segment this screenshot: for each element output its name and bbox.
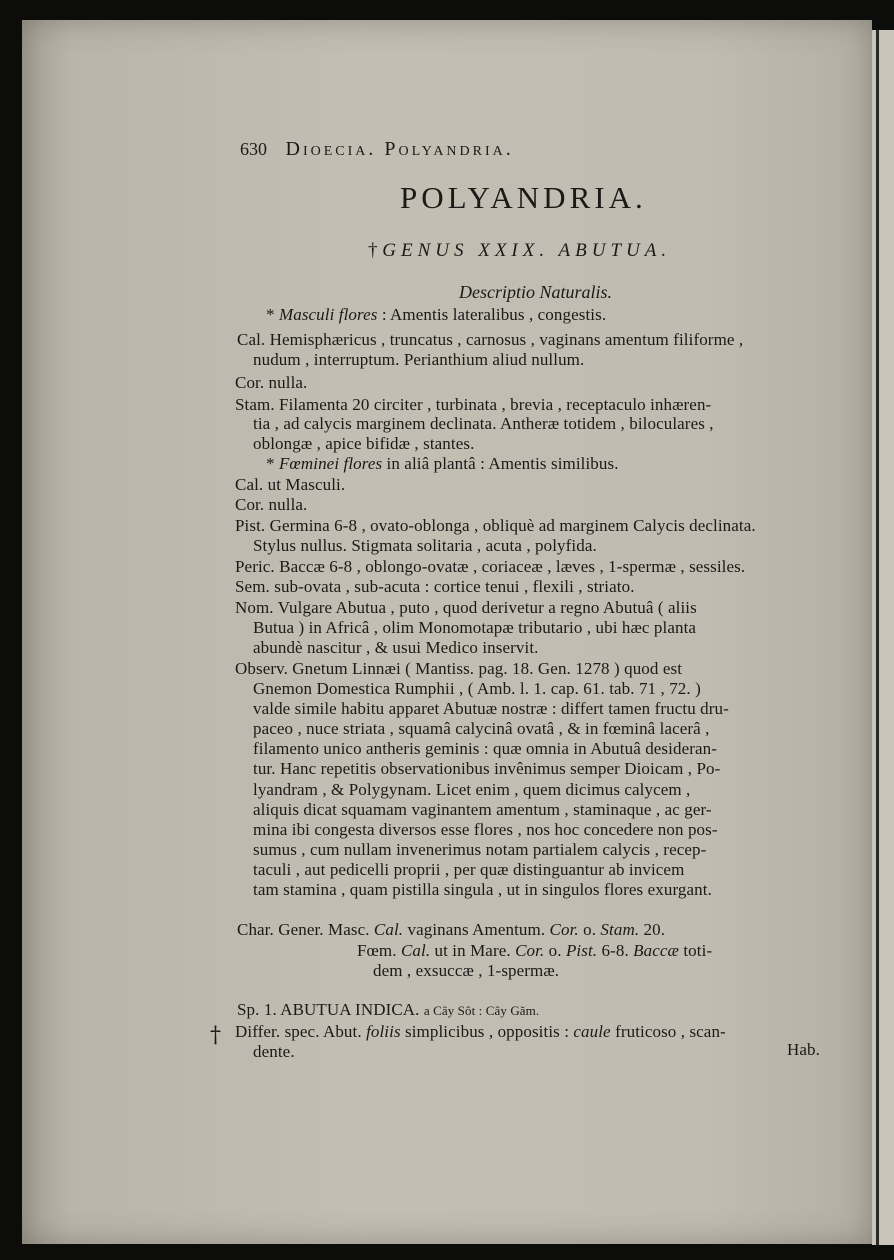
text-line [235,395,711,415]
text-line [253,860,684,880]
text-line [266,454,619,474]
text-line [253,840,706,860]
text-line [253,350,584,370]
text-segment: valde simile habitu apparet Abutuæ nostræ : differt tamen fructu dru- [253,699,729,718]
text-line [235,1022,726,1042]
text-line [235,659,682,679]
text-line [266,305,606,325]
text-segment: o. [544,941,566,960]
genus-label: GENUS XXIX. ABUTUA. [382,240,672,261]
text-segment: Nom. Vulgare Abutua , puto , quod derivetur a regno Abutuâ ( aliis [235,598,697,617]
text-segment: oblongæ , apice bifidæ , stantes. [253,434,475,453]
italic-text: Masculi flores [278,305,378,324]
page-title: POLYANDRIA. [400,180,647,215]
text-line [253,414,714,434]
text-line [253,699,729,719]
text-segment: Fœm. [357,941,401,960]
text-line [253,800,712,820]
text-segment: simplicibus , oppositis : [400,1022,574,1041]
text-segment: Sem. sub-ovata , sub-acuta : cortice tenui , flexili , striato. [235,577,635,596]
book-page [22,20,872,1244]
text-line [373,961,559,981]
text-line [237,920,665,940]
text-segment: dente. [253,1042,295,1061]
text-line [253,536,597,556]
text-segment: filamento unico antheris geminis : quæ omnia in Abutuâ desideran- [253,739,717,758]
text-segment: aliquis dicat squamam vaginantem amentum , staminaque , ac ger- [253,800,712,819]
text-line [237,330,743,350]
text-segment: Gnemon Domestica Rumphii , ( Amb. l. 1. cap. 61. tab. 71 , 72. ) [253,679,701,698]
text-segment: in aliâ plantâ : Amentis similibus. [382,454,619,473]
text-line [253,759,720,779]
text-segment: tia , ad calycis marginem declinata. Antheræ totidem , biloculares , [253,414,714,433]
text-line [237,1000,539,1020]
text-segment: Peric. Baccæ 6-8 , oblongo-ovatæ , coriaceæ , læves , 1-spermæ , sessiles. [235,557,746,576]
italic-text: Cor. [515,941,545,960]
text-line [253,880,712,900]
text-line [235,557,745,577]
text-line [253,1042,295,1062]
text-line [235,598,697,618]
text-segment: sumus , cum nullam invenerimus notam partialem calycis , recep- [253,840,707,859]
text-segment: Cor. nulla. [235,373,308,392]
text-line [253,719,710,739]
text-line [235,373,307,393]
text-segment: Observ. Gnetum Linnæi ( Mantiss. pag. 18. Gen. 1278 ) quod est [235,659,683,678]
italic-text: Cor. [549,920,579,939]
text-segment: Char. Gener. Masc. [237,920,374,939]
description-heading: Descriptio Naturalis. [459,282,613,302]
text-segment: tur. Hanc repetitis observationibus invênimus semper Dioicam , Po- [253,759,721,778]
text-line [253,679,701,699]
italic-text: Fœminei flores [278,454,383,473]
text-segment: fruticoso , scan- [610,1022,726,1041]
text-segment: Butua ) in Africâ , olim Monomotapæ tributario , ubi hæc planta [253,618,697,637]
italic-text: Cal. [373,920,404,939]
text-line [253,618,696,638]
text-segment: vaginans Amentum. [403,920,550,939]
text-segment: Hab. [787,1040,820,1059]
text-segment: o. [578,920,601,939]
text-line [253,739,717,759]
italic-text: foliis [366,1022,401,1041]
text-line [235,475,345,495]
genus-heading [368,240,671,262]
text-segment: : Amentis lateralibus , congestis. [377,305,607,324]
text-line [235,495,307,515]
text-line [235,577,635,597]
text-segment: 6-8. [597,941,634,960]
italic-text: Stam. [600,920,640,939]
text-segment: a Cây Sôt : Cây Găm. [423,1003,540,1018]
text-segment: ut in Mare. [430,941,516,960]
text-segment: toti- [679,941,713,960]
text-segment: * [266,305,279,324]
text-line [787,1040,820,1060]
running-title: Dioecia. Polyandria. [285,138,514,160]
text-segment: abundè nascitur , & usui Medico inservit. [253,638,539,657]
dagger-mark: † [368,240,378,261]
italic-text: Cal. [400,941,431,960]
running-head [240,138,740,161]
text-line [253,820,718,840]
italic-text: Pist. [565,941,598,960]
text-segment: paceo , nuce striata , squamâ calycinâ ovatâ , & in fœminâ lacerâ , [253,719,710,738]
text-segment: Stam. Filamenta 20 circiter , turbinata , brevia , receptaculo inhæren- [235,395,712,414]
text-segment: Cor. nulla. [235,495,308,514]
text-segment: dem , exsuccæ , 1-spermæ. [373,961,560,980]
italic-text: caule [573,1022,611,1041]
text-line [253,780,690,800]
text-segment: 20. [639,920,666,939]
text-segment: Pist. Germina 6-8 , ovato-oblonga , obliquè ad marginem Calycis declinata. [235,516,756,535]
text-line [253,638,539,658]
text-segment: lyandram , & Polygynam. Licet enim , quem dicimus calycem , [253,780,691,799]
text-segment: tam stamina , quam pistilla singula , ut in singulos flores exurgant. [253,880,712,899]
text-segment: taculi , aut pedicelli proprii , per quæ distinguantur ab invicem [253,860,685,879]
text-line [253,434,474,454]
page-text [22,20,872,1244]
text-segment: Differ. spec. Abut. [235,1022,367,1041]
text-segment: Cal. ut Masculi. [235,475,346,494]
text-segment: Sp. 1. ABUTUA INDICA. [237,1000,424,1019]
text-segment: nudum , interruptum. Perianthium aliud nullum. [253,350,585,369]
text-segment: Stylus nullus. Stigmata solitaria , acuta , polyfida. [253,536,597,555]
text-segment: Cal. Hemisphæricus , truncatus , carnosus , vaginans amentum filiforme , [237,330,744,349]
next-page-edge [872,30,894,1245]
text-segment: * [266,454,279,473]
text-line [235,516,756,536]
species-dagger-mark: † [210,1023,221,1048]
text-line [357,941,712,961]
italic-text: Baccæ [633,941,679,960]
page-number: 630 [240,139,267,159]
text-segment: mina ibi congesta diversos esse flores , nos hoc concedere non pos- [253,820,718,839]
